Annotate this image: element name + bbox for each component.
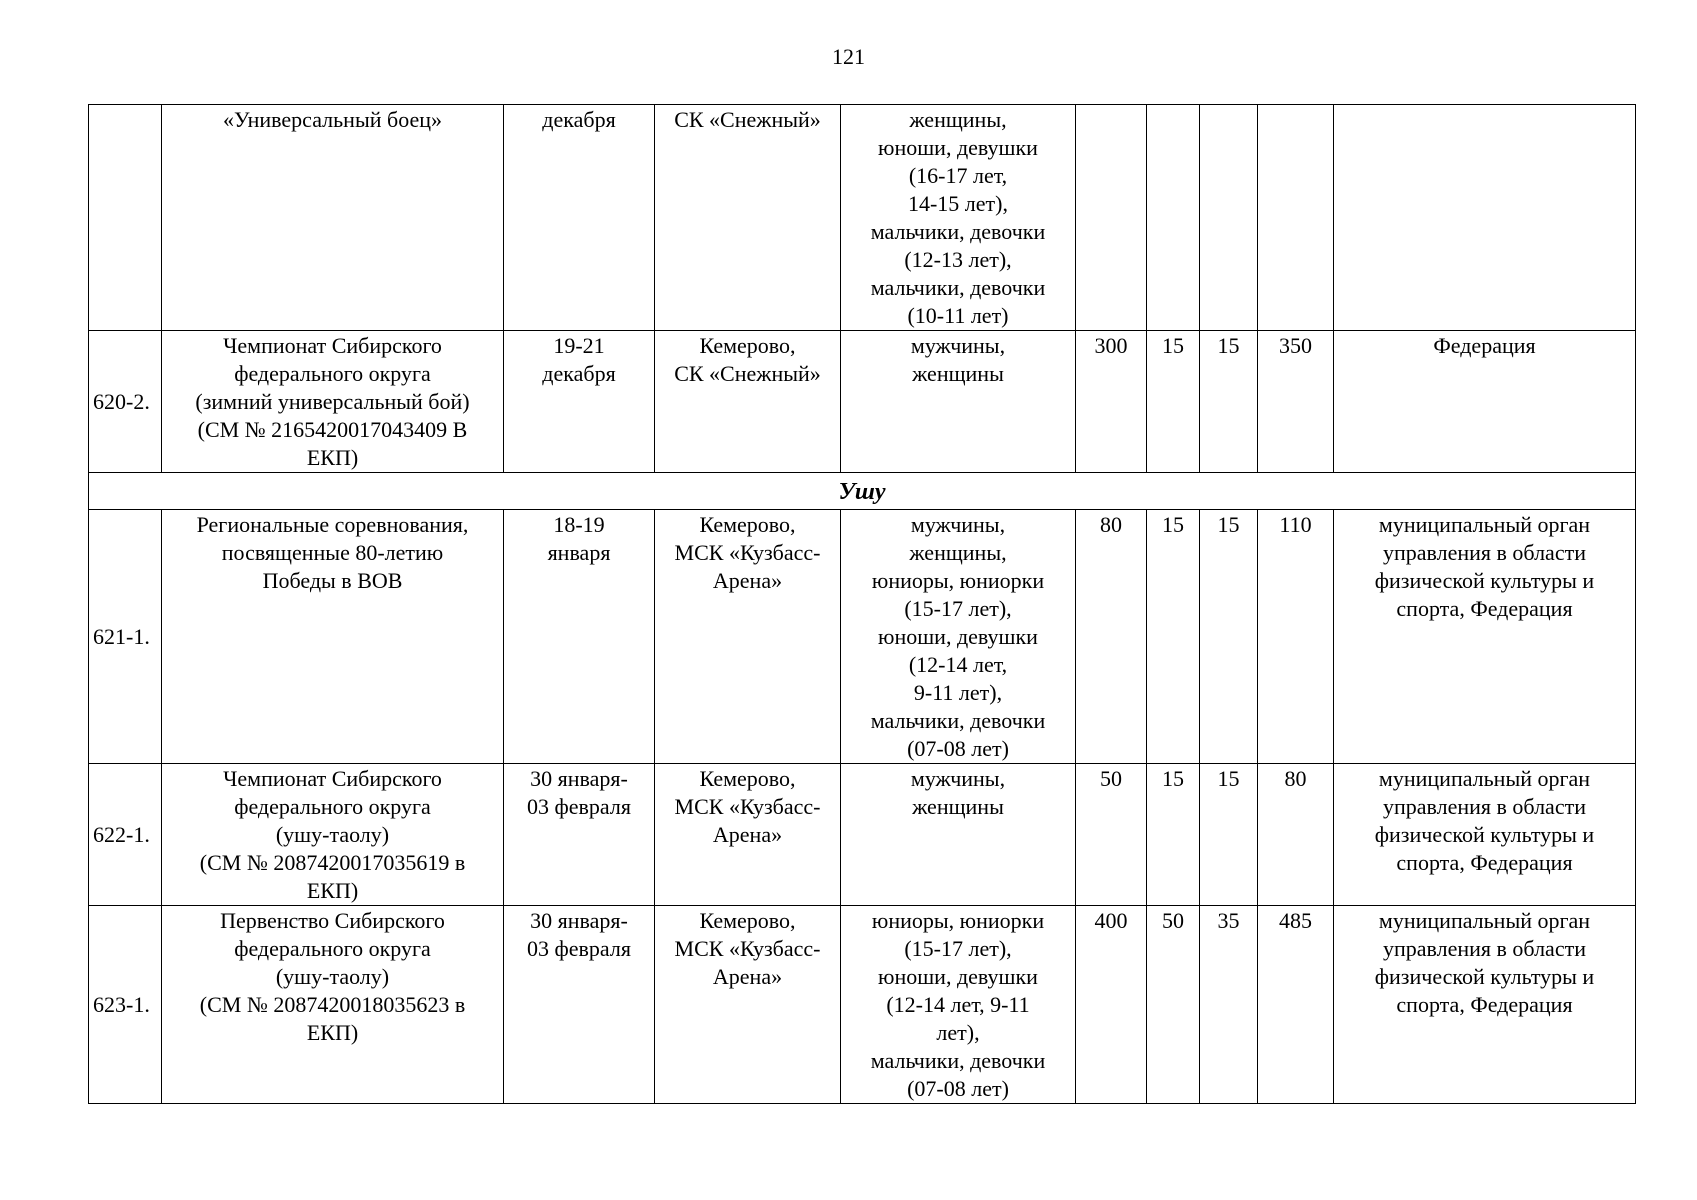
events-table bbox=[88, 104, 1636, 1104]
table-row bbox=[89, 331, 1636, 473]
coaches-count: 50 bbox=[1147, 906, 1200, 1104]
event-place: Кемерово, СК «Снежный» bbox=[655, 331, 841, 473]
participants-count: 80 bbox=[1076, 510, 1147, 764]
total-count: 110 bbox=[1258, 510, 1334, 764]
section-row bbox=[89, 473, 1636, 510]
event-place: Кемерово, МСК «Кузбасс- Арена» bbox=[655, 906, 841, 1104]
judges-count: 15 bbox=[1200, 510, 1258, 764]
coaches-count: 15 bbox=[1147, 764, 1200, 906]
event-participants: мужчины, женщины bbox=[841, 764, 1076, 906]
event-participants: мужчины, женщины, юниоры, юниорки (15-17 лет), юноши, девушки (12-14 лет, 9-11 лет), мальчики, девочки (07-08 лет) bbox=[841, 510, 1076, 764]
event-dates: 18-19 января bbox=[504, 510, 655, 764]
event-participants: женщины, юноши, девушки (16-17 лет, 14-15 лет), мальчики, девочки (12-13 лет), мальчики, девочки (10-11 лет) bbox=[841, 105, 1076, 331]
event-number: 623-1. bbox=[89, 906, 162, 1104]
coaches-count: 15 bbox=[1147, 510, 1200, 764]
event-name: Первенство Сибирского федерального округа (ушу-таолу) (СМ № 2087420018035623 в ЕКП) bbox=[162, 906, 504, 1104]
event-organizer: муниципальный орган управления в области физической культуры и спорта, Федерация bbox=[1334, 906, 1636, 1104]
event-place: СК «Снежный» bbox=[655, 105, 841, 331]
event-organizer bbox=[1334, 105, 1636, 331]
judges-count bbox=[1200, 105, 1258, 331]
event-dates: 30 января- 03 февраля bbox=[504, 764, 655, 906]
event-name: Чемпионат Сибирского федерального округа (зимний универсальный бой) (СМ № 2165420017043409 В ЕКП) bbox=[162, 331, 504, 473]
event-organizer: Федерация bbox=[1334, 331, 1636, 473]
participants-count bbox=[1076, 105, 1147, 331]
judges-count: 15 bbox=[1200, 331, 1258, 473]
participants-count: 300 bbox=[1076, 331, 1147, 473]
event-organizer: муниципальный орган управления в области физической культуры и спорта, Федерация bbox=[1334, 510, 1636, 764]
table-row bbox=[89, 105, 1636, 331]
event-number bbox=[89, 105, 162, 331]
event-place: Кемерово, МСК «Кузбасс- Арена» bbox=[655, 764, 841, 906]
event-participants: мужчины, женщины bbox=[841, 331, 1076, 473]
participants-count: 50 bbox=[1076, 764, 1147, 906]
total-count: 350 bbox=[1258, 331, 1334, 473]
event-dates: декабря bbox=[504, 105, 655, 331]
event-number: 620-2. bbox=[89, 331, 162, 473]
table-row bbox=[89, 764, 1636, 906]
event-name: «Универсальный боец» bbox=[162, 105, 504, 331]
event-dates: 30 января- 03 февраля bbox=[504, 906, 655, 1104]
table-row bbox=[89, 906, 1636, 1104]
section-title: Ушу bbox=[89, 473, 1636, 510]
event-participants: юниоры, юниорки (15-17 лет), юноши, девушки (12-14 лет, 9-11 лет), мальчики, девочки (07-08 лет) bbox=[841, 906, 1076, 1104]
total-count: 80 bbox=[1258, 764, 1334, 906]
event-name: Региональные соревнования, посвященные 80-летию Победы в ВОВ bbox=[162, 510, 504, 764]
event-dates: 19-21 декабря bbox=[504, 331, 655, 473]
event-number: 622-1. bbox=[89, 764, 162, 906]
coaches-count: 15 bbox=[1147, 331, 1200, 473]
event-organizer: муниципальный орган управления в области физической культуры и спорта, Федерация bbox=[1334, 764, 1636, 906]
event-name: Чемпионат Сибирского федерального округа (ушу-таолу) (СМ № 2087420017035619 в ЕКП) bbox=[162, 764, 504, 906]
total-count bbox=[1258, 105, 1334, 331]
table-row bbox=[89, 510, 1636, 764]
judges-count: 35 bbox=[1200, 906, 1258, 1104]
page-number: 121 bbox=[832, 44, 865, 69]
coaches-count bbox=[1147, 105, 1200, 331]
total-count: 485 bbox=[1258, 906, 1334, 1104]
event-place: Кемерово, МСК «Кузбасс- Арена» bbox=[655, 510, 841, 764]
event-number: 621-1. bbox=[89, 510, 162, 764]
participants-count: 400 bbox=[1076, 906, 1147, 1104]
judges-count: 15 bbox=[1200, 764, 1258, 906]
